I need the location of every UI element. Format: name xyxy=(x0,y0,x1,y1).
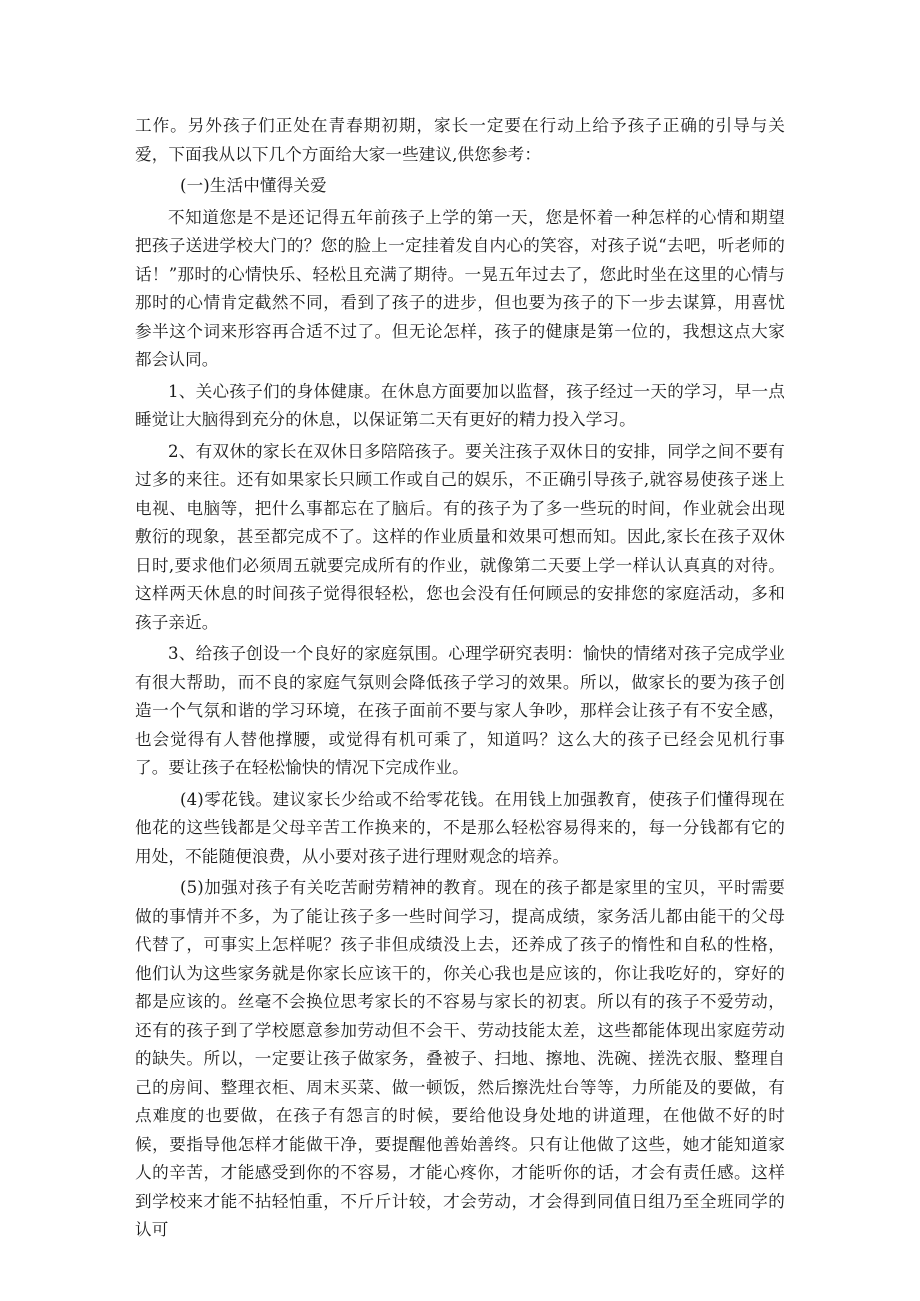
paragraph-health: 1、关心孩子们的身体健康。在休息方面要加以监督，孩子经过一天的学习，早一点睡觉让大脑得到充分的休息，以保证第二天有更好的精力投入学习。 xyxy=(135,381,785,429)
document-page xyxy=(135,112,785,1245)
paragraph-hardwork: (5)加强对孩子有关吃苦耐劳精神的教育。现在的孩子都是家里的宝贝，平时需要做的事情并不多，为了能让孩子多一些时间学习，提高成绩，家务活儿都由能干的父母代替了，可事实上怎样呢？孩子非但成绩没上去，还养成了孩子的惰性和自私的性格，他们认为这些家务就是你家长应该干的，你关心我也是应该的，你让我吃好的，穿好的都是应该的。丝毫不会换位思考家长的不容易与家长的初衷。所以有的孩子不爱劳动，还有的孩子到了学校愿意参加劳动但不会干、劳动技能太差，这些都能体现出家庭劳动的缺失。所以，一定要让孩子做家务，叠被子、扫地、擦地、洗碗、搓洗衣服、整理自己的房间、整理衣柜、周末买菜、做一顿饭，然后擦洗灶台等等，力所能及的要做，有点难度的也要做，在孩子有怨言的时候，要给他设身处地的讲道理，在他做不好的时候，要指导他怎样才能做干净，要提醒他善始善终。只有让他做了这些，她才能知道家人的辛苦，才能感受到你的不容易，才能心疼你，才能听你的话，才会有责任感。这样到学校来才能不拈轻怕重，不斤斤计较，才会劳动，才会得到同值日组乃至全班同学的认可 xyxy=(135,878,785,1239)
intro-paragraph: 工作。另外孩子们正处在青春期初期，家长一定要在行动上给予孩子正确的引导与关爱，下面我从以下几个方面给大家一些建议,供您参考： xyxy=(135,116,785,164)
section-heading: (一)生活中懂得关爱 xyxy=(180,176,327,195)
paragraph-remember: 不知道您是不是还记得五年前孩子上学的第一天，您是怀着一种怎样的心情和期望把孩子送进学校大门的？您的脸上一定挂着发自内心的笑容，对孩子说“去吧，听老师的话！”那时的心情快乐、轻松且充满了期待。一晃五年过去了，您此时坐在这里的心情与那时的心情肯定截然不同，看到了孩子的进步，但也要为孩子的下一步去谋算，用喜忧参半这个词来形容再合适不过了。但无论怎样，孩子的健康是第一位的，我想这点大家都会认同。 xyxy=(135,207,785,369)
paragraph-family: 3、给孩子创设一个良好的家庭氛围。心理学研究表明：愉快的情绪对孩子完成学业有很大帮助，而不良的家庭气氛则会降低孩子学习的效果。所以，做家长的要为孩子创造一个气氛和谐的学习环境，在孩子面前不要与家人争吵，那样会让孩子有不安全感，也会觉得有人替他撑腰，或觉得有机可乘了，知道吗？这么大的孩子已经会见机行事了。要让孩子在轻松愉快的情况下完成作业。 xyxy=(135,644,785,777)
paragraph-money: (4)零花钱。建议家长少给或不给零花钱。在用钱上加强教育，使孩子们懂得现在他花的这些钱都是父母辛苦工作换来的，不是那么轻松容易得来的，每一分钱都有它的用处，不能随便浪费，从小要对孩子进行理财观念的培养。 xyxy=(135,789,785,866)
paragraph-weekend: 2、有双休的家长在双休日多陪陪孩子。要关注孩子双休日的安排，同学之间不要有过多的来往。还有如果家长只顾工作或自己的娱乐，不正确引导孩子,就容易使孩子迷上电视、电脑等，把什么事都忘在了脑后。有的孩子为了多一些玩的时间，作业就会出现敷衍的现象，甚至都完成不了。这样的作业质量和效果可想而知。因此,家长在孩子双休日时,要求他们必须周五就要完成所有的作业，就像第二天要上学一样认认真真的对待。这样两天休息的时间孩子觉得很轻松，您也会没有任何顾忌的安排您的家庭活动，多和孩子亲近。 xyxy=(135,441,785,632)
